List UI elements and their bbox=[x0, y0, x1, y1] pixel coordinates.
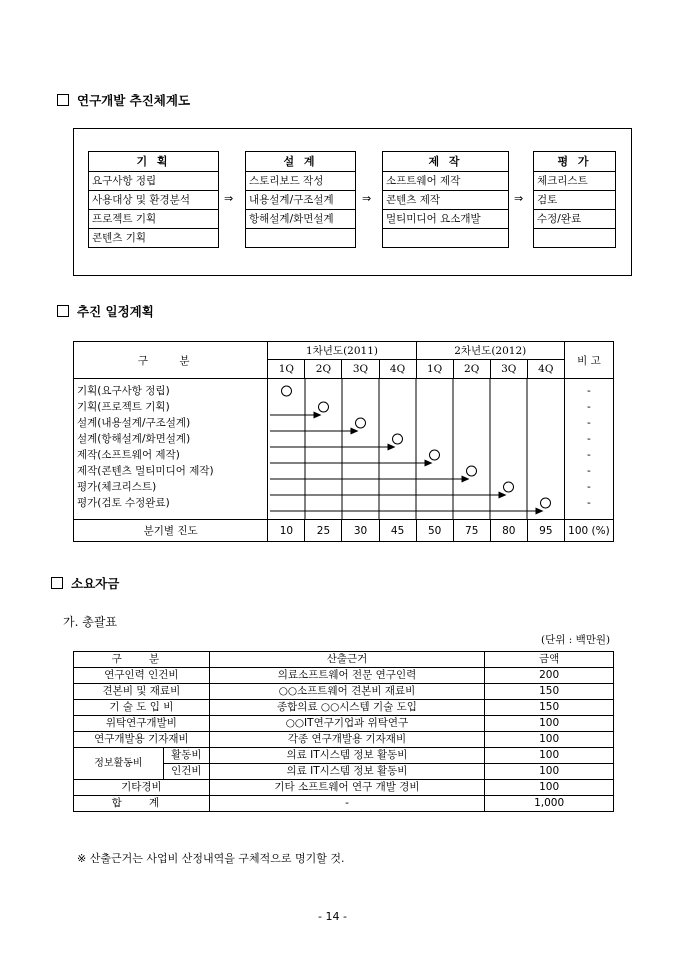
schedule-arrowhead bbox=[425, 460, 433, 467]
quarter-header: 2Q bbox=[305, 360, 342, 379]
section-heading-funds: 소요자금 bbox=[51, 574, 119, 592]
flow-arrow-icon: ⇒ bbox=[514, 192, 524, 205]
schedule-arrowhead bbox=[499, 492, 507, 499]
quarter-header: 2Q bbox=[453, 360, 490, 379]
task-name: 평가(검토 수정완료) bbox=[77, 497, 170, 509]
flow-diagram-box bbox=[73, 128, 632, 276]
flow-item bbox=[534, 229, 615, 247]
gantt-area bbox=[268, 379, 565, 520]
flow-item: 내용설계/구조설계 bbox=[246, 191, 355, 210]
checkbox-square-icon bbox=[57, 94, 69, 106]
flow-item: 요구사항 정립 bbox=[89, 172, 218, 191]
budget-header: 산출근거 bbox=[209, 652, 484, 668]
milestone-circle bbox=[282, 386, 292, 396]
quarter-header: 1Q bbox=[416, 360, 453, 379]
milestone-circle bbox=[541, 498, 551, 508]
page-number: - 14 - bbox=[318, 910, 347, 923]
quarter-header: 4Q bbox=[379, 360, 416, 379]
flow-item: 멀티미디어 요소개발 bbox=[383, 210, 508, 229]
flow-header: 제 작 bbox=[383, 152, 508, 172]
progress-value: 25 bbox=[305, 520, 342, 542]
task-remark: - bbox=[587, 417, 591, 429]
task-name: 제작(콘텐츠 멀티미디어 제작) bbox=[77, 465, 214, 477]
flow-item: 프로젝트 기획 bbox=[89, 210, 218, 229]
flow-column-evaluation bbox=[533, 151, 616, 248]
schedule-table bbox=[73, 341, 614, 542]
table-row: 연구개발용 기자재비 각종 연구개발용 기자재비 100 bbox=[74, 732, 614, 748]
flow-item: 항해설계/화면설계 bbox=[246, 210, 355, 229]
progress-value: 75 bbox=[453, 520, 490, 542]
milestone-circle bbox=[356, 418, 366, 428]
progress-value: 10 bbox=[268, 520, 305, 542]
quarter-header: 4Q bbox=[527, 360, 564, 379]
table-row: 기 술 도 입 비 종합의료 ○○시스템 기술 도입 150 bbox=[74, 700, 614, 716]
budget-header: 구 분 bbox=[74, 652, 210, 668]
progress-value: 45 bbox=[379, 520, 416, 542]
schedule-arrowhead bbox=[536, 508, 544, 515]
task-remark: - bbox=[587, 465, 591, 477]
budget-table bbox=[73, 651, 614, 812]
schedule-arrowhead bbox=[462, 476, 470, 483]
flow-item bbox=[246, 229, 355, 247]
task-name: 설계(항해설계/화면설계) bbox=[77, 433, 191, 445]
task-remark: - bbox=[587, 497, 591, 509]
progress-value: 80 bbox=[490, 520, 527, 542]
info-group-label: 정보활동비 bbox=[74, 748, 164, 780]
progress-value: 30 bbox=[342, 520, 379, 542]
progress-value: 95 bbox=[527, 520, 564, 542]
task-remark: - bbox=[587, 385, 591, 397]
flow-arrow-icon: ⇒ bbox=[362, 192, 372, 205]
gantt-chart bbox=[268, 379, 564, 520]
milestone-circle bbox=[393, 434, 403, 444]
flow-item: 검토 bbox=[534, 191, 615, 210]
milestone-circle bbox=[319, 402, 329, 412]
flow-header: 기 획 bbox=[89, 152, 218, 172]
flow-item: 스토리보드 작성 bbox=[246, 172, 355, 191]
task-remark: - bbox=[587, 433, 591, 445]
task-remark: - bbox=[587, 449, 591, 461]
unit-label: (단위 : 백만원) bbox=[541, 634, 611, 646]
budget-header: 금액 bbox=[485, 652, 614, 668]
quarter-header: 3Q bbox=[490, 360, 527, 379]
footnote: ※ 산출근거는 사업비 산정내역을 구체적으로 명기할 것. bbox=[77, 852, 345, 865]
task-remark: - bbox=[587, 481, 591, 493]
section-heading-schedule: 추진 일정계획 bbox=[57, 302, 154, 320]
flow-item: 콘텐츠 기획 bbox=[92, 232, 147, 244]
progress-label: 분기별 진도 bbox=[74, 520, 268, 542]
flow-item: 사용대상 및 환경분석 bbox=[89, 191, 218, 210]
task-name: 기획(요구사항 정립) bbox=[77, 385, 170, 397]
flow-header: 설 계 bbox=[246, 152, 355, 172]
table-row: 연구인력 인건비 의료소프트웨어 전문 연구인력 200 bbox=[74, 668, 614, 684]
table-row: 인건비 의료 IT시스템 정보 활동비 100 bbox=[74, 764, 614, 780]
table-row: 기타경비 기타 소프트웨어 연구 개발 경비 100 bbox=[74, 780, 614, 796]
task-name: 제작(소프트웨어 제작) bbox=[77, 449, 180, 461]
flow-arrow-icon: ⇒ bbox=[224, 192, 234, 205]
task-remark: - bbox=[587, 401, 591, 413]
schedule-arrowhead bbox=[314, 412, 322, 419]
table-row: 견본비 및 재료비 ○○소프트웨어 견본비 재료비 150 bbox=[74, 684, 614, 700]
flow-column-design bbox=[245, 151, 356, 248]
checkbox-square-icon bbox=[57, 305, 69, 317]
section-heading-org-chart: 연구개발 추진체계도 bbox=[57, 91, 190, 109]
schedule-arrowhead bbox=[351, 428, 359, 435]
progress-value: 50 bbox=[416, 520, 453, 542]
flow-item: 수정/완료 bbox=[534, 210, 615, 229]
table-row: 위탁연구개발비 ○○IT연구기업과 위탁연구 100 bbox=[74, 716, 614, 732]
subsection-title: 가. 총괄표 bbox=[63, 615, 117, 629]
remark-list bbox=[564, 379, 613, 520]
milestone-circle bbox=[467, 466, 477, 476]
milestone-circle bbox=[430, 450, 440, 460]
task-list bbox=[74, 379, 268, 520]
remark-header: 비 고 bbox=[564, 342, 613, 379]
year2-header: 2차년도(2012) bbox=[416, 342, 564, 360]
year1-header: 1차년도(2011) bbox=[268, 342, 416, 360]
checkbox-square-icon bbox=[51, 577, 63, 589]
flow-item bbox=[383, 229, 508, 247]
flow-column-planning bbox=[88, 151, 219, 248]
flow-item: 소프트웨어 제작 bbox=[383, 172, 508, 191]
table-row: 정보활동비 활동비 의료 IT시스템 정보 활동비 100 bbox=[74, 748, 614, 764]
task-name: 기획(프로젝트 기획) bbox=[77, 401, 170, 413]
schedule-col-label: 구 분 bbox=[74, 342, 268, 379]
flow-item: 체크리스트 bbox=[534, 172, 615, 191]
total-row: 합 계 - 1,000 bbox=[74, 796, 614, 812]
quarter-header: 3Q bbox=[342, 360, 379, 379]
flow-header: 평 가 bbox=[534, 152, 615, 172]
progress-remark: 100 (%) bbox=[564, 520, 613, 542]
flow-item: 콘텐츠 제작 bbox=[383, 191, 508, 210]
task-name: 평가(체크리스트) bbox=[77, 481, 157, 493]
task-name: 설계(내용설계/구조설계) bbox=[77, 417, 191, 429]
flow-column-production bbox=[382, 151, 509, 248]
milestone-circle bbox=[504, 482, 514, 492]
schedule-arrowhead bbox=[388, 444, 396, 451]
quarter-header: 1Q bbox=[268, 360, 305, 379]
